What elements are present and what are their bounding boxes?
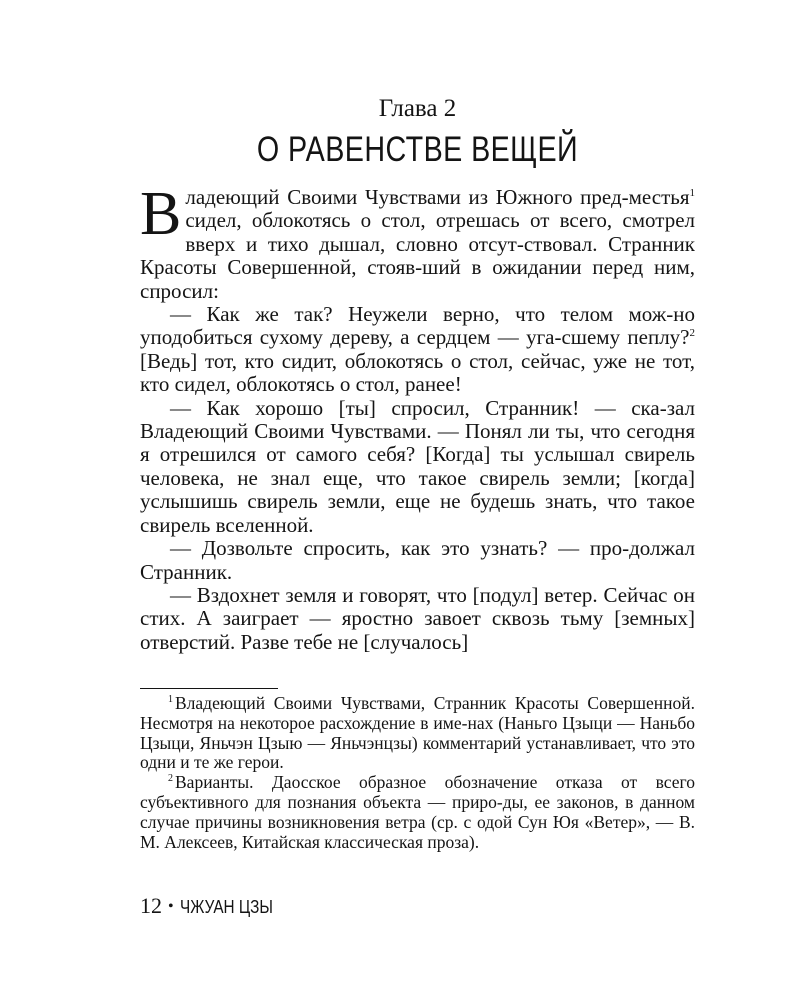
- footnote-ref-1[interactable]: 1: [689, 187, 695, 199]
- footnotes: [140, 694, 695, 852]
- paragraph-1: [140, 180, 695, 303]
- book-page: [140, 0, 695, 1000]
- footnote-2-mark: 2: [168, 773, 173, 785]
- page-footer: [140, 893, 695, 920]
- footnote-divider: [140, 688, 278, 689]
- paragraph-5: — Вздохнет земля и говорят, что [подул] ветер. Сейчас он стих. А заиграет — яростно завоет сквозь тьму [земных] отверстий. Разве тебе не [случалось]: [140, 582, 695, 654]
- paragraph-1-text-b: сидел, облокотясь о стол, отрешась от всего, смотрел вверх и тихо дышал, словно отсут-ствовал. Странник Красоты Совершенной, стояв-ший в ожидании перед ним, спросил:: [140, 208, 695, 303]
- paragraph-1-text-a: ладеющий Своими Чувствами из Южного пред-местья: [185, 185, 690, 209]
- paragraph-2: [140, 303, 695, 397]
- footnote-ref-2[interactable]: 2: [689, 327, 695, 340]
- footnote-1-text: Владеющий Своими Чувствами, Странник Красоты Совершенной. Несмотря на некоторое расхождение в име-нах (Наньго Цзыци — Наньбо Цзыци, Яньчэн Цзыю — Яньчэнцзы) комментарий устанавливает, что это одни и те же герои.: [140, 693, 695, 773]
- chapter-label: Глава 2: [378, 95, 457, 122]
- chapter-title: О РАВЕНСТВЕ ВЕЩЕЙ: [256, 130, 579, 169]
- paragraph-2-text-b: [Ведь] тот, кто сидит, облокотясь о стол, сейчас, уже не тот, кто сидел, облокотясь о стол, ранее!: [140, 348, 695, 397]
- footnote-1: [140, 694, 695, 773]
- bullet-separator: •: [168, 898, 174, 915]
- paragraph-4: — Дозвольте спросить, как это узнать? — про-должал Странник.: [140, 536, 695, 584]
- footnote-2-text: Варианты. Даосское образное обозначение отказа от всего субъективного для познания объекта — приро-ды, ее законов, в данном случае причины возникновения ветра (ср. с одой Сун Юя «Ветер», — В. М. Алексеев, Китайская классическая проза).: [140, 772, 695, 852]
- running-title: ЧЖУАН ЦЗЫ: [179, 897, 273, 917]
- footnote-1-mark: 1: [168, 694, 173, 706]
- drop-cap: В: [140, 180, 182, 248]
- body-text: [140, 180, 695, 654]
- page-number: 12: [140, 893, 162, 918]
- paragraph-3: — Как хорошо [ты] спросил, Странник! — ска-зал Владеющий Своими Чувствами. — Понял ли ты, что сегодня я отрешился от самого себя? [Когда] ты услышал свирель человека, не знал еще, что такое свирель земли; [когда] услышишь свирель земли, еще не будешь знать, что такое свирель вселенной.: [140, 395, 695, 537]
- paragraph-2-text-a: — Как же так? Неужели верно, что телом мож-но уподобиться сухому дереву, а сердцем — уга-сшему пеплу?: [140, 302, 695, 350]
- footnote-2: [140, 773, 695, 852]
